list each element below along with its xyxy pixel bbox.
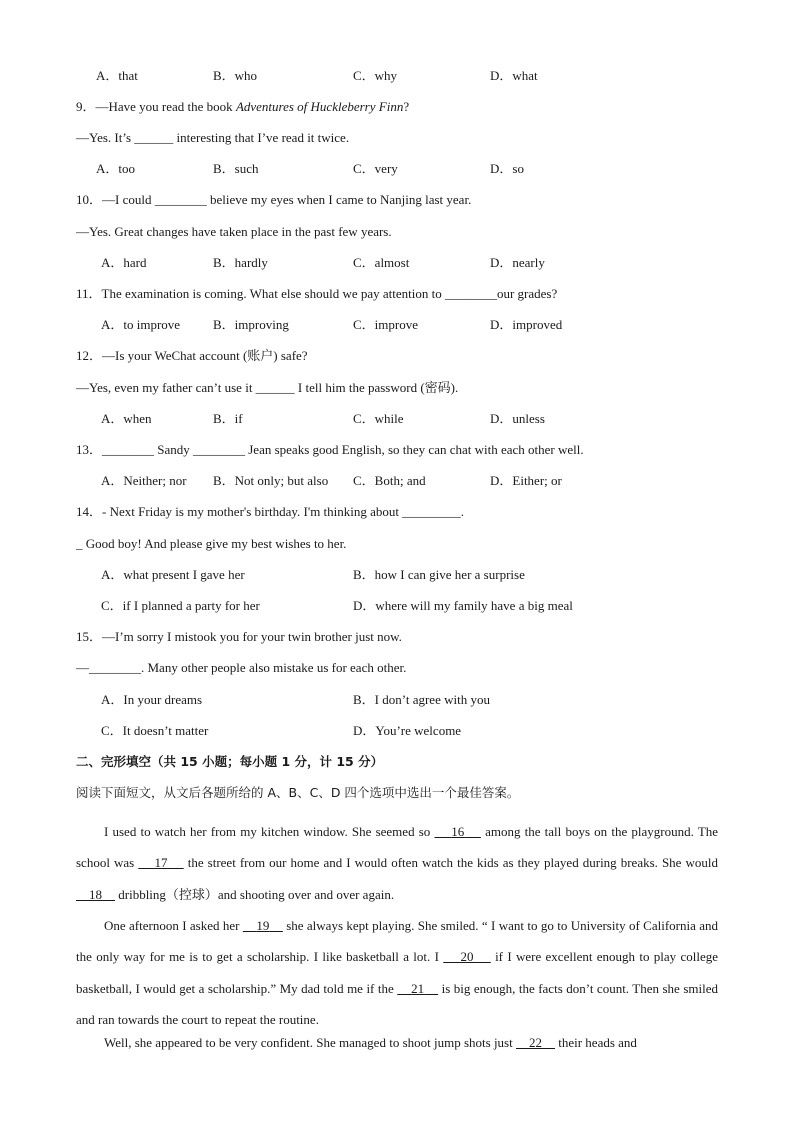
q9-option-b: B．such xyxy=(213,161,259,176)
q9-option-d: D．so xyxy=(490,161,524,176)
q15-answer-line: —________. Many other people also mistake us for each other. xyxy=(76,660,407,675)
q9-option-a: A．too xyxy=(96,161,136,176)
q14-option-b: B．how I can give her a surprise xyxy=(353,567,525,582)
q9-suffix: ? xyxy=(403,99,410,114)
q10-option-a: A．hard xyxy=(101,255,147,270)
q15-option-d: D．You’re welcome xyxy=(353,723,462,738)
q10-option-b: B．hardly xyxy=(213,255,268,270)
q13-option-d: D．Either; or xyxy=(490,473,562,488)
q13-option-a: A．Neither; nor xyxy=(101,473,187,488)
q10-option-d: D．nearly xyxy=(490,255,545,270)
q12-option-a: A．when xyxy=(101,411,152,426)
q15-option-c: C．It doesn’t matter xyxy=(101,723,209,738)
q11-option-b: B．improving xyxy=(213,317,289,332)
q14-option-d: D．where will my family have a big meal xyxy=(353,598,573,613)
q12-option-b: B．if xyxy=(213,411,243,426)
q15-option-a: A．In your dreams xyxy=(101,692,203,707)
q9-book-title: Adventures of Huckleberry Finn xyxy=(235,99,404,114)
blank-20: 20 xyxy=(460,949,474,965)
q8-option-c: C．why xyxy=(353,68,398,83)
q8-option-b: B．who xyxy=(213,68,258,83)
blank-22: 22 xyxy=(528,1035,542,1050)
q11-option-a: A．to improve xyxy=(101,317,181,332)
blank-21: 21 xyxy=(411,980,425,996)
q12-option-c: C．while xyxy=(353,411,404,426)
q10-option-c: C．almost xyxy=(353,255,410,270)
q12-answer-line: —Yes, even my father can’t use it ______ I tell him the password (密码). xyxy=(76,380,459,395)
q15-question: 15．—I’m sorry I mistook you for your twin brother just now. xyxy=(76,629,402,644)
q10-answer-line: —Yes. Great changes have taken place in the past few years. xyxy=(76,224,392,239)
q9-question xyxy=(76,99,409,115)
q15-option-b: B．I don’t agree with you xyxy=(353,692,490,707)
q13-option-b: B．Not only; but also xyxy=(213,473,329,488)
passage-paragraph-2: One afternoon I asked her 19 she always kept playing. She smiled. “ I want to go to University of California and the only way for me is to get a scholarship. I like basketball a lot. I 20 if I were excellent enough to play college basketball, I would get a scholarship.” My dad told me if the 21 is big enough, the facts don’t count. Then she smiled and ran towards the court to repeat the routine. xyxy=(76,918,719,1027)
q9-option-c: C．very xyxy=(353,161,398,176)
q13-question: 13．________ Sandy ________ Jean speaks good English, so they can chat with each other well. xyxy=(76,442,584,457)
q11-option-d: D．improved xyxy=(490,317,563,332)
blank-18: 18 xyxy=(89,886,102,902)
q10-question: 10．—I could ________ believe my eyes when I came to Nanjing last year. xyxy=(76,192,472,207)
q14-option-c: C．if I planned a party for her xyxy=(101,598,260,613)
q9-prefix: 9．—Have you read the book xyxy=(76,99,236,114)
passage-paragraph-3: Well, she appeared to be very confident. She managed to shoot jump shots just 22 their heads and xyxy=(104,1035,637,1050)
q8-option-a: A．that xyxy=(96,68,138,83)
q11-question: 11．The examination is coming. What else should we pay attention to ________our grades? xyxy=(76,286,558,301)
q14-answer-line: _ Good boy! And please give my best wishes to her. xyxy=(76,536,347,551)
blank-19: 19 xyxy=(256,918,270,933)
q12-question: 12．—Is your WeChat account (账户) safe? xyxy=(76,348,308,363)
q14-question: 14．- Next Friday is my mother's birthday. I'm thinking about _________. xyxy=(76,504,465,519)
q9-answer-line: —Yes. It’s ______ interesting that I’ve read it twice. xyxy=(76,130,350,145)
section-heading: 二、完形填空（共 15 小题；每小题 1 分，计 15 分） xyxy=(76,754,384,769)
q13-option-c: C．Both; and xyxy=(353,473,426,488)
blank-17: 17 xyxy=(154,855,168,871)
q14-option-a: A．what present I gave her xyxy=(101,567,245,582)
q11-option-c: C．improve xyxy=(353,317,418,332)
blank-16: 16 xyxy=(451,824,465,839)
q12-option-d: D．unless xyxy=(490,411,545,426)
q8-option-d: D．what xyxy=(490,68,538,83)
section-instruction: 阅读下面短文，从文后各题所给的 A、B、C、D 四个选项中选出一个最佳答案。 xyxy=(76,785,520,800)
passage-paragraph-1: I used to watch her from my kitchen window. She seemed so 16 among the tall boys on the playground. The school was 17 the street from our home and I would often watch the kids as they played during breaks. She would 18 dribbling（控球）and shooting over and over again. xyxy=(76,824,719,902)
